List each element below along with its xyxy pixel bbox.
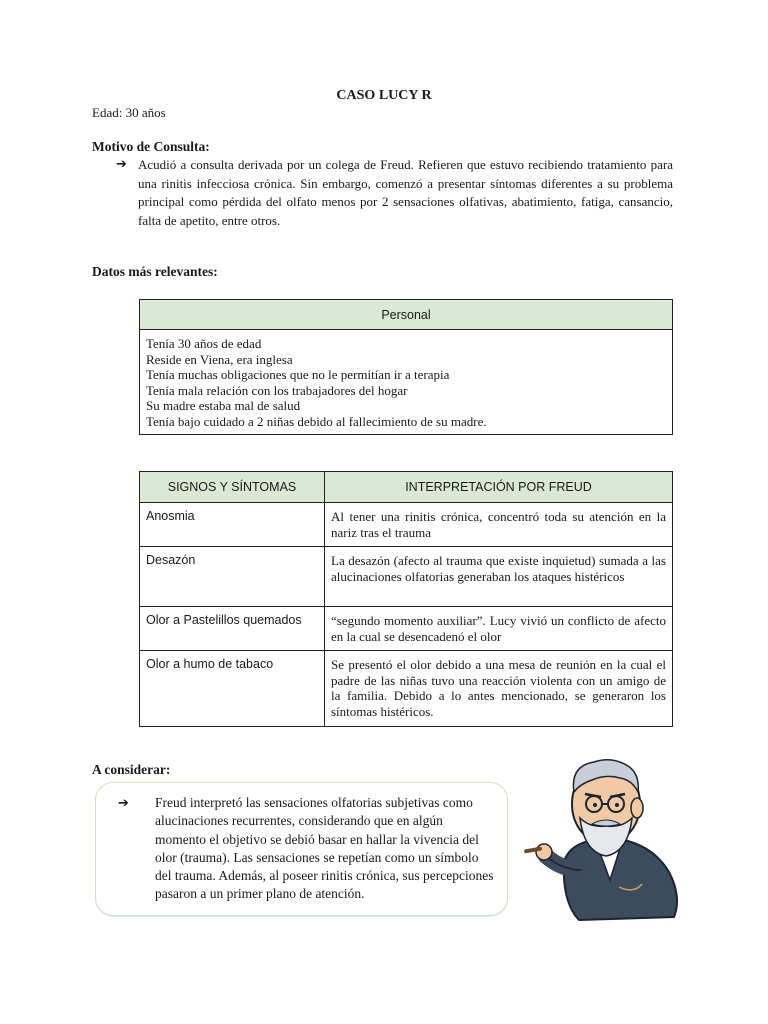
motivo-text: Acudió a consulta derivada por un colega de Freud. Refieren que estuvo recibiendo tratamiento para una rinitis infecciosa crónica. Sin embargo, comenzó a presentar síntomas diferentes a su problema principal como pérdida del olfato menos por 2 sensaciones olfativas, abatimiento, fatiga, cansancio, falta de apetito, entre otros. <box>138 157 673 228</box>
signo-cell: Desazón <box>140 547 325 607</box>
patient-age: Edad: 30 años <box>92 105 166 120</box>
table-row <box>140 607 673 651</box>
signos-table <box>139 471 673 727</box>
arrow-bullet-icon: ➔ <box>118 796 129 811</box>
personal-line: Reside en Viena, era inglesa <box>146 351 293 367</box>
interpretacion-cell: “segundo momento auxiliar”. Lucy vivió un conflicto de afecto en la cual se desencadenó el olor <box>325 607 673 651</box>
personal-line: Tenía 30 años de edad <box>146 336 262 351</box>
considerar-heading: A considerar: <box>92 762 171 777</box>
table-row <box>140 547 673 607</box>
interpretacion-cell: Al tener una rinitis crónica, concentró toda su atención en la nariz tras el trauma <box>325 503 673 547</box>
personal-line: Tenía bajo cuidado a 2 niñas debido al fallecimiento de su madre. <box>146 413 487 429</box>
signo-cell: Anosmia <box>140 503 325 547</box>
interpretacion-cell: Se presentó el olor debido a una mesa de reunión en la cual el padre de las niñas tuvo una reacción violenta con un amigo de la familia. Debido a lo antes mencionado, se generaron los síntomas histéricos. <box>325 651 673 727</box>
signos-header: SIGNOS Y SÍNTOMAS <box>140 472 325 503</box>
table-row <box>140 503 673 547</box>
signo-cell: Olor a humo de tabaco <box>140 651 325 727</box>
arrow-bullet-icon: ➔ <box>116 157 127 172</box>
personal-line: Su madre estaba mal de salud <box>146 398 301 413</box>
signo-cell: Olor a Pastelillos quemados <box>140 607 325 651</box>
personal-line: Tenía muchas obligaciones que no le permitían ir a terapia <box>146 367 450 382</box>
personal-header: Personal <box>140 300 673 330</box>
interpretacion-header: INTERPRETACIÓN POR FREUD <box>325 472 673 503</box>
personal-line: Tenía mala relación con los trabajadores del hogar <box>146 382 408 398</box>
personal-table <box>139 299 673 435</box>
datos-heading: Datos más relevantes: <box>92 264 218 279</box>
table-row <box>140 651 673 727</box>
motivo-heading: Motivo de Consulta: <box>92 139 210 154</box>
freud-caricature-icon <box>524 752 684 924</box>
interpretacion-cell: La desazón (afecto al trauma que existe inquietud) sumada a las alucinaciones olfatorias generaban los ataques histéricos <box>325 547 673 607</box>
personal-cell <box>140 330 673 435</box>
document-title: CASO LUCY R <box>336 88 432 103</box>
considerar-text: Freud interpretó las sensaciones olfatorias subjetivas como alucinaciones recurrentes, considerando que en algún momento el objetivo se debió basar en hallar la vivencia del olor (trauma). Las sensaciones se repetían como un símbolo del trauma. Además, al poseer rinitis crónica, sus percepciones pasaron a un primer plano de atención. <box>155 795 494 902</box>
